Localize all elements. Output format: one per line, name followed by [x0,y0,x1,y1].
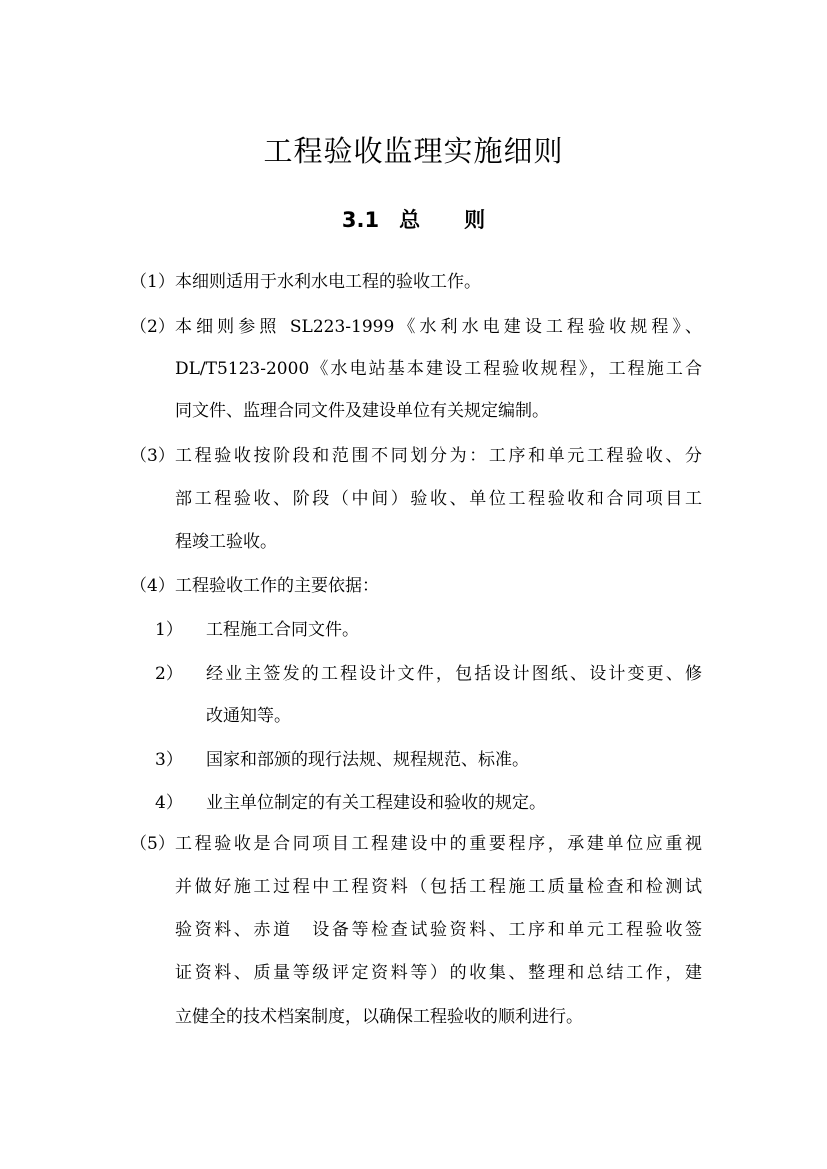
document-title: 工程验收监理实施细则 [263,134,564,168]
clause-text: 工程验收按阶段和范围不同划分为：工序和单元工程验收、分 [175,446,702,466]
clause-text: 验资料、赤道 设备等检查试验资料、工序和单元工程验收签 [175,920,702,940]
clause-text: 证资料、质量等级评定资料等）的收集、整理和总结工作，建 [175,963,702,983]
section-heading [0,203,827,237]
clause-text: 同文件、监理合同文件及建设单位有关规定编制。 [175,401,549,421]
section-word-2: 则 [464,208,486,232]
sub-item-text: 改通知等。 [206,706,291,726]
clause-text: 并做好施工过程中工程资料（包括工程施工质量检查和检测试 [175,877,702,897]
section-number: 3.1 [341,208,380,232]
clause-text: 本细则参照 SL223-1999《水利水电建设工程验收规程》、 [175,317,702,337]
section-word-1: 总 [399,208,421,232]
clause-text: 立健全的技术档案制度，以确保工程验收的顺利进行。 [175,1007,583,1027]
sub-item-label: 3） [155,750,183,770]
sub-item-text: 工程施工合同文件。 [206,620,359,640]
clause-text: 工程验收工作的主要依据： [175,576,379,596]
clause-label: （4） [130,576,175,596]
clause-text: 工程验收是合同项目工程建设中的重要程序，承建单位应重视 [175,834,702,854]
clause-text: DL/T5123-2000《水电站基本建设工程验收规程》，工程施工合 [175,359,702,379]
sub-item-text: 经业主签发的工程设计文件，包括设计图纸、设计变更、修 [206,664,702,684]
clause-text: 本细则适用于水利水电工程的验收工作。 [175,272,481,292]
sub-item-label: 1） [155,620,183,640]
clause-label: （3） [130,446,175,466]
clause-label: （5） [130,834,175,854]
clause-text: 部工程验收、阶段（中间）验收、单位工程验收和合同项目工 [175,489,702,509]
clause-text: 程竣工验收。 [175,532,277,552]
clause-label: （1） [130,272,175,292]
clause-label: （2） [130,317,175,337]
sub-item-text: 国家和部颁的现行法规、规程规范、标准。 [206,750,529,770]
sub-item-label: 4） [155,793,183,813]
sub-item-text: 业主单位制定的有关工程建设和验收的规定。 [206,793,546,813]
sub-item-label: 2） [155,664,183,684]
